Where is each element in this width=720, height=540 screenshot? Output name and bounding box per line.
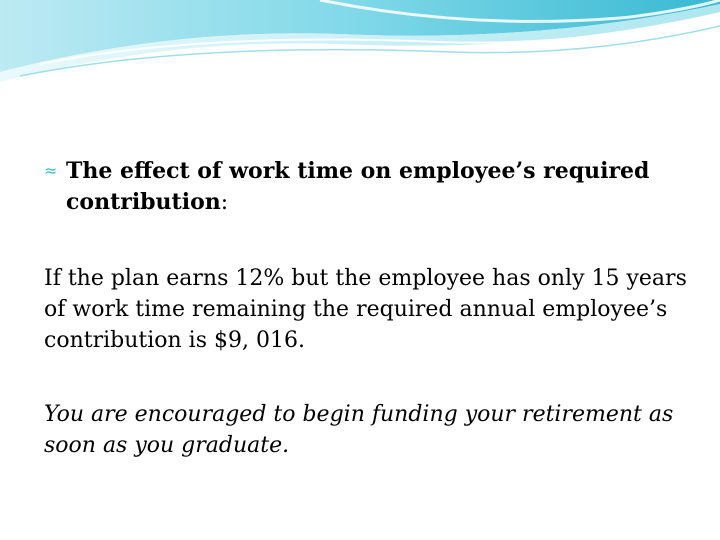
body-paragraph bbox=[44, 263, 694, 356]
heading-text-1: The effect of work time on employee’s required bbox=[66, 158, 650, 184]
heading-colon: : bbox=[220, 190, 229, 215]
heading-text-2: contribution bbox=[66, 189, 221, 215]
heading-line-2 bbox=[44, 187, 694, 218]
note-line-1: You are encouraged to begin funding your retirement as bbox=[44, 402, 674, 427]
heading-line-1 bbox=[44, 155, 694, 187]
double-wave-bullet-icon: ≈ bbox=[44, 161, 58, 180]
body-line-3: contribution is $9, 016. bbox=[44, 328, 305, 353]
note-paragraph bbox=[44, 399, 694, 461]
header-wave-decoration bbox=[0, 0, 720, 90]
note-line-2: soon as you graduate. bbox=[44, 433, 290, 458]
body-line-2: of work time remaining the required annual employee’s bbox=[44, 297, 668, 322]
body-line-1: If the plan earns 12% but the employee has only 15 years bbox=[44, 266, 687, 291]
slide-heading bbox=[44, 155, 694, 218]
